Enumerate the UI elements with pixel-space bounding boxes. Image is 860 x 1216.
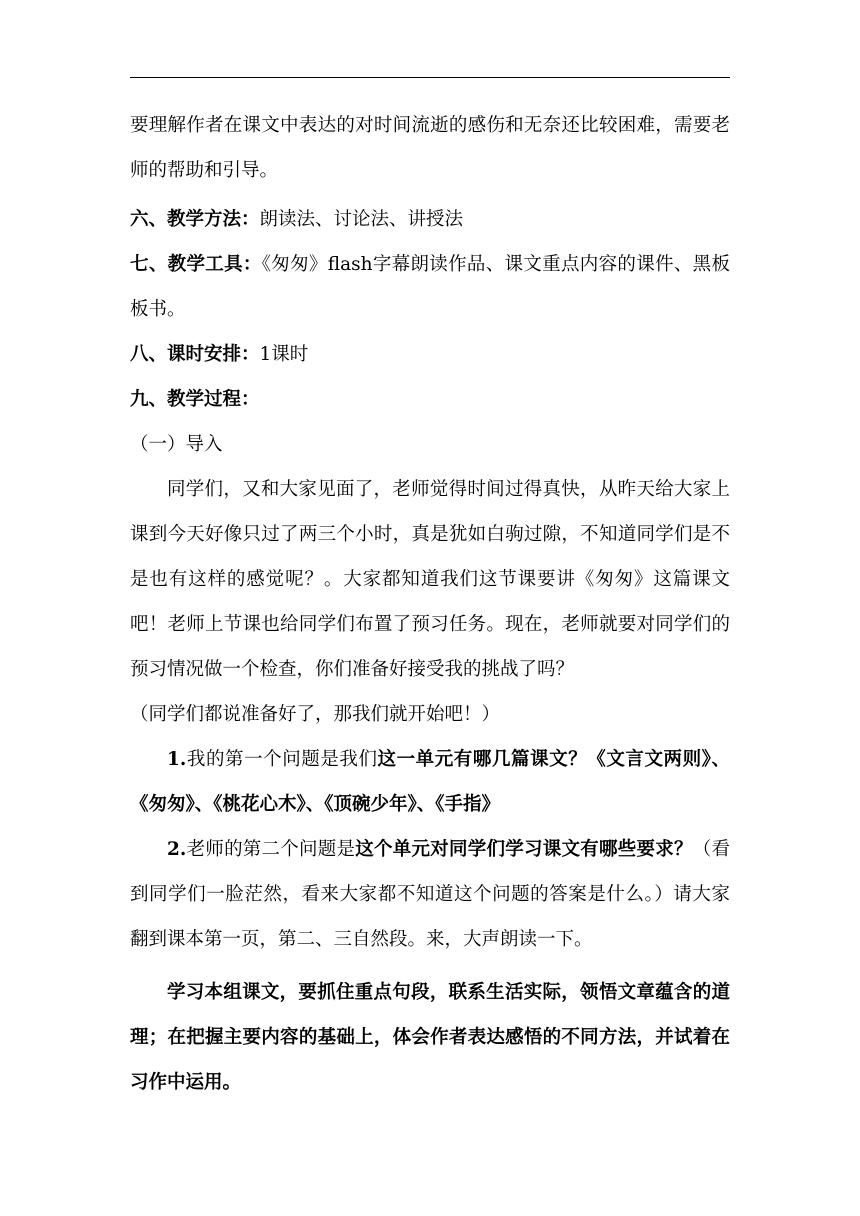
subsection-introduction: （一）导入 — [130, 434, 223, 455]
question-bold-text: 这一单元有哪几篇课文？《文言文两则》、《匆匆》、《桃花心木》、《顶碗少年》、《手指》 — [130, 749, 730, 815]
question-number: 1. — [167, 749, 187, 770]
section-class-hours — [130, 332, 730, 377]
paragraph-continued: 要理解作者在课文中表达的对时间流逝的感伤和无奈还比较困难，需要老师的帮助和引导。 — [130, 115, 730, 181]
section-text: 朗读法、讨论法、讲授法 — [259, 209, 464, 230]
section-teaching-tools — [130, 242, 730, 332]
question-1 — [130, 737, 730, 827]
question-text: 老师的第二个问题是 — [186, 839, 356, 860]
question-bold-text: 这个单元对同学们学习课文有哪些要求？ — [355, 839, 693, 860]
document-body — [130, 103, 730, 1105]
section-text: 《匆匆》flash字幕朗读作品、课文重点内容的课件、黑板板书。 — [130, 254, 730, 320]
question-rest-text: （看到同学们一脸茫然，看来大家都不知道这个问题的答案是什么。）请大家翻到课本第一页，第二、三自然段。来，大声朗读一下。 — [130, 839, 730, 950]
question-number: 2. — [167, 839, 187, 860]
section-label: 八、课时安排： — [130, 344, 260, 365]
header-rule — [130, 77, 730, 78]
section-teaching-methods — [130, 197, 730, 242]
unit-requirements-quote: 学习本组课文，要抓住重点句段，联系生活实际，领悟文章蕴含的道理；在把握主要内容的基础上，体会作者表达感悟的不同方法，并试着在习作中运用。 — [130, 982, 730, 1093]
section-label: 六、教学方法： — [130, 209, 260, 230]
intro-paragraph: 同学们，又和大家见面了，老师觉得时间过得真快，从昨天给大家上课到今天好像只过了两三个小时，真是犹如白驹过隙，不知道同学们是不是也有这样的感觉呢？。大家都知道我们这节课要讲《匆匆》这篇课文吧！老师上节课也给同学们布置了预习任务。现在，老师就要对同学们的预习情况做一个检查，你们准备好接受我的挑战了吗？ — [130, 479, 730, 680]
section-text: 1课时 — [259, 344, 309, 365]
section-label: 九、教学过程： — [130, 389, 260, 410]
section-label: 七、教学工具： — [130, 254, 262, 275]
question-text: 我的第一个问题是我们 — [186, 749, 378, 770]
section-teaching-process — [130, 377, 730, 422]
question-2 — [130, 827, 730, 962]
intro-paragraph-aside: （同学们都说准备好了，那我们就开始吧！） — [130, 704, 501, 725]
